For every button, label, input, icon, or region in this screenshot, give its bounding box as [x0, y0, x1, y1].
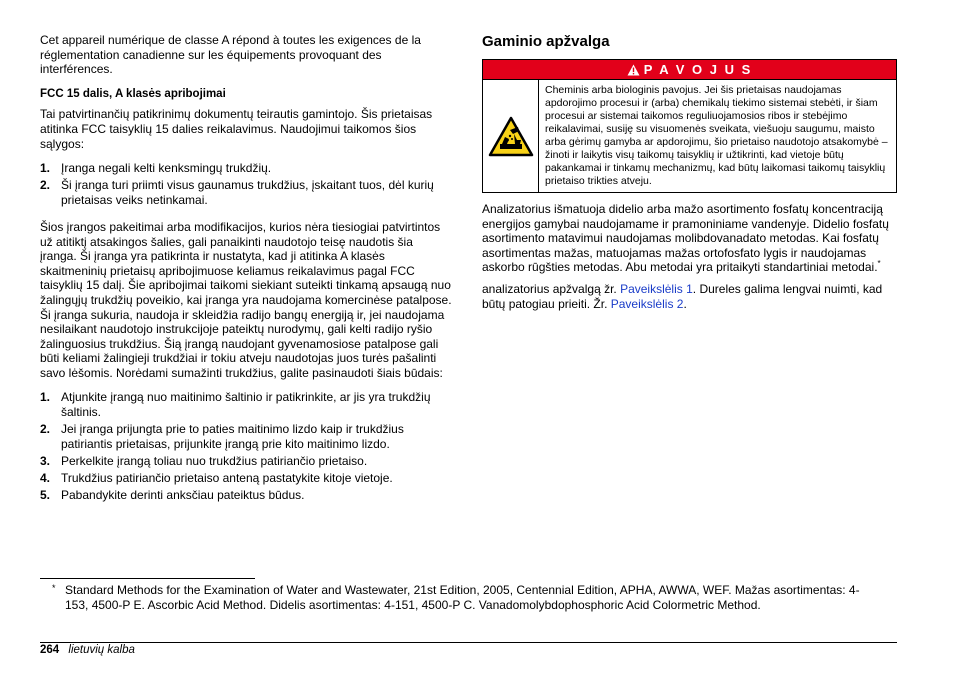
analyzer-description — [482, 202, 897, 275]
language-label: lietuvių kalba — [68, 644, 135, 656]
fcc-paragraph-2: Šios įrangos pakeitimai arba modifikacijos, kurios nėra tiesiogiai patvirtintos už atitiktį atsakingos šalies, gali panaikinti naudotojo teisę naudotis šia įranga. Ši įranga yra patikrinta ir nustatyta, kad ji atitinka A klasės skaitmeninių prietaisų apribojimuose keliamus reikalavimus pagal FCC taisyklių 15 dalį. Šie apribojimai taikomi siekiant suteikti tinkamą apsaugą nuo žalingųjų trukdžių poveikio, kai įranga yra naudojama komercinėse patalpose. Ši įranga sukuria, naudoja ir skleidžia radijo bangų energiją ir, jei naudojama nesilaikant naudotojo instrukcijoje pateiktų nurodymų, gali kelti radijo ryšio žalinguosius trukdžius. Šią įrangą naudojant gyvenamosiose patalpose gali būti keliami žalingieji trukdžiai ir tokiu atveju naudotojas juos turės pašalinti savo lėšomis. Norėdami sumažinti trukdžius, galite pasinaudoti šiais būdais: — [40, 219, 452, 380]
list-item — [40, 422, 452, 451]
page-footer — [40, 643, 135, 658]
fcc-heading: FCC 15 dalis, A klasės apribojimai — [40, 87, 226, 100]
figure-2-link[interactable]: Paveikslėlis 2 — [610, 296, 684, 311]
remedies-list — [40, 390, 452, 502]
list-number: 1. — [40, 390, 51, 405]
overview-reference — [482, 282, 897, 311]
overview-text: analizatorius apžvalgą žr. — [482, 281, 621, 296]
analyzer-description-text: Analizatorius išmatuoja didelio arba mažo asortimento fosfatų koncentraciją energijos gamybai naudojamame ir pramoniniame vandenyje. Didelio fosfatų asortimento matavimui naudojamas molibdovanadato metodas. Kai fosfatų asortimentas mažas, matuojamas mažas ortofosfato lygis ir naudojamas askorbo rūgšties metodas. Abu metodai yra pritaikyti standartiniai metodai. — [482, 202, 889, 275]
list-number: 4. — [40, 470, 51, 485]
footnote — [52, 583, 882, 612]
list-item — [40, 471, 452, 486]
list-number: 3. — [40, 453, 51, 468]
list-number: 2. — [40, 178, 51, 193]
list-item-text: Atjunkite įrangą nuo maitinimo šaltinio ir patikrinkite, ar jis yra trukdžių šaltinis. — [61, 390, 431, 420]
footnote-text: Standard Methods for the Examination of Water and Wastewater, 21st Edition, 2005, Centennial Edition, APHA, AWWA, WEF. Mažas asortimentas: 4-153, 4500-P E. Ascorbic Acid Method. Didelis asortimentas: 4-151, 4500-P C. Vanadomolybdophosphoric Acid Colormetric Method. — [65, 583, 860, 612]
left-column — [40, 33, 452, 505]
footnote-divider — [40, 578, 255, 579]
chemical-hazard-icon — [488, 116, 534, 157]
list-item-text: Perkelkite įrangą toliau nuo trukdžius patiriančio prietaiso. — [61, 453, 368, 468]
danger-header — [483, 60, 896, 80]
list-item-text: Pabandykite derinti anksčiau pateiktus būdus. — [61, 488, 305, 503]
list-item — [40, 488, 452, 503]
list-item-text: Trukdžius patiriančio prietaiso anteną pastatykite kitoje vietoje. — [61, 470, 393, 485]
section-title: Gaminio apžvalga — [482, 33, 610, 50]
footnote-mark: * — [52, 583, 56, 593]
list-item-text: Jei įranga prijungta prie to paties maitinimo lizdo kaip ir trukdžius patiriantis prietaisas, prijunkite įrangą prie kito maitinimo lizdo. — [61, 422, 404, 451]
figure-1-link[interactable]: Paveikslėlis 1 — [620, 281, 693, 296]
overview-text: . Dureles galima lengvai nuimti, kad būtų patogiau prieiti. Žr. — [482, 281, 883, 311]
canada-compliance-text: Cet appareil numérique de classe A répond à toutes les exigences de la réglementation canadienne sur les équipements provoquant des interférences. — [40, 33, 421, 77]
list-item-text: Ši įranga turi priimti visus gaunamus trukdžius, įskaitant tuos, dėl kurių prietaisas veiks netinkamai. — [61, 178, 434, 207]
list-item-text: Įranga negali kelti kenksmingų trukdžių. — [61, 161, 272, 176]
warning-triangle-icon — [627, 64, 640, 76]
list-item — [40, 178, 452, 207]
list-item — [40, 454, 452, 469]
list-number: 2. — [40, 422, 51, 437]
footnote-reference[interactable]: * — [877, 259, 881, 269]
page-number: 264 — [40, 644, 60, 656]
right-column — [482, 33, 897, 311]
danger-label: P A V O J U S — [643, 62, 753, 77]
conditions-list — [40, 161, 452, 207]
list-item — [40, 161, 452, 176]
danger-text: Cheminis arba biologinis pavojus. Jei šis prietaisas naudojamas apdorojimo procesui ir (arba) chemikalų tiekimo sistemai stebėti, ir šiam procesui ar sistemai taikomos reguliuojamosios ribos ir stebėjimo reikalavimai, susiję su visuomenės sveikata, viešuoju saugumu, maisto arba gėrimų gamyba ar apdorojimu, šio prietaiso naudotojo atsakomybė – žinoti ir laikytis visų taikomų taisyklių ir užtikrinti, kad vietoje būtų pakankamai ir tinkamų mechanizmų, kad būtų laikomasi taikomų taisyklių prietaiso trikties atveju. — [545, 84, 888, 187]
fcc-paragraph-1: Tai patvirtinančių patikrinimų dokumentų teirautis gamintojo. Šis prietaisas atitinka FCC taisyklių 15 dalies reikalavimus. Naudojimui taikomos šios sąlygos: — [40, 107, 433, 151]
list-number: 1. — [40, 161, 51, 176]
footer-divider — [40, 642, 897, 643]
list-item — [40, 390, 452, 419]
danger-notice — [482, 59, 897, 193]
danger-icon-cell — [483, 80, 539, 192]
list-number: 5. — [40, 488, 51, 503]
overview-text: . — [683, 296, 687, 311]
